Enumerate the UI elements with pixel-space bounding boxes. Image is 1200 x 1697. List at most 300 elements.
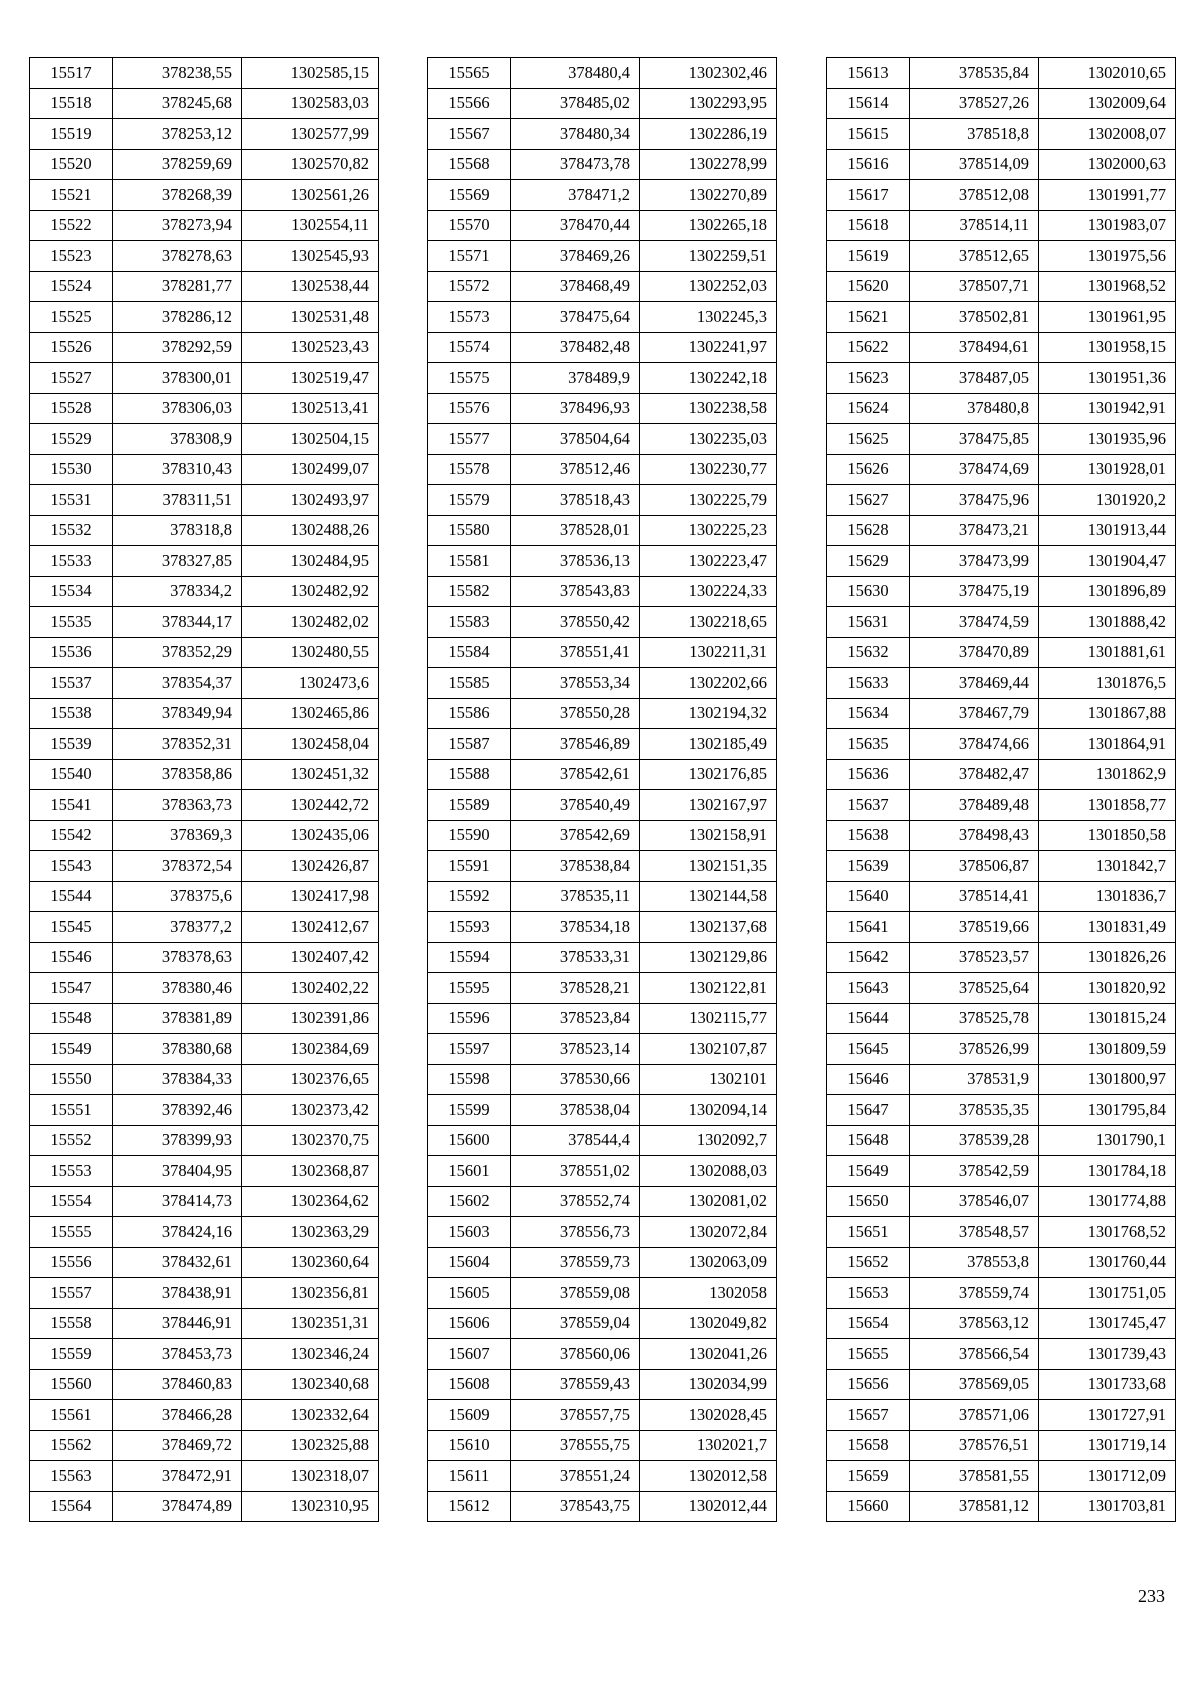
point-id-cell: 15558 bbox=[30, 1308, 113, 1339]
point-id-cell: 15602 bbox=[428, 1186, 511, 1217]
table-row bbox=[428, 1186, 777, 1217]
table-row bbox=[428, 759, 777, 790]
y-coordinate-cell: 1302218,65 bbox=[640, 607, 777, 638]
table-row bbox=[30, 1156, 379, 1187]
table-row bbox=[428, 1156, 777, 1187]
point-id-cell: 15647 bbox=[827, 1095, 910, 1126]
x-coordinate-cell: 378553,8 bbox=[910, 1247, 1039, 1278]
x-coordinate-cell: 378358,86 bbox=[113, 759, 242, 790]
x-coordinate-cell: 378286,12 bbox=[113, 302, 242, 333]
y-coordinate-cell: 1302129,86 bbox=[640, 942, 777, 973]
table-row bbox=[827, 1430, 1176, 1461]
table-row bbox=[428, 1095, 777, 1126]
x-coordinate-cell: 378559,08 bbox=[511, 1278, 640, 1309]
y-coordinate-cell: 1302531,48 bbox=[242, 302, 379, 333]
y-coordinate-cell: 1302310,95 bbox=[242, 1491, 379, 1522]
point-id-cell: 15644 bbox=[827, 1003, 910, 1034]
point-id-cell: 15517 bbox=[30, 58, 113, 89]
point-id-cell: 15535 bbox=[30, 607, 113, 638]
x-coordinate-cell: 378384,33 bbox=[113, 1064, 242, 1095]
x-coordinate-cell: 378475,64 bbox=[511, 302, 640, 333]
y-coordinate-cell: 1302202,66 bbox=[640, 668, 777, 699]
x-coordinate-cell: 378253,12 bbox=[113, 119, 242, 150]
y-coordinate-cell: 1302488,26 bbox=[242, 515, 379, 546]
x-coordinate-cell: 378581,55 bbox=[910, 1461, 1039, 1492]
table-row bbox=[428, 637, 777, 668]
y-coordinate-cell: 1301712,09 bbox=[1039, 1461, 1176, 1492]
x-coordinate-cell: 378432,61 bbox=[113, 1247, 242, 1278]
table-row bbox=[428, 1034, 777, 1065]
point-id-cell: 15634 bbox=[827, 698, 910, 729]
x-coordinate-cell: 378523,84 bbox=[511, 1003, 640, 1034]
point-id-cell: 15572 bbox=[428, 271, 511, 302]
y-coordinate-cell: 1301991,77 bbox=[1039, 180, 1176, 211]
point-id-cell: 15659 bbox=[827, 1461, 910, 1492]
x-coordinate-cell: 378551,02 bbox=[511, 1156, 640, 1187]
y-coordinate-cell: 1302063,09 bbox=[640, 1247, 777, 1278]
x-coordinate-cell: 378560,06 bbox=[511, 1339, 640, 1370]
y-coordinate-cell: 1302144,58 bbox=[640, 881, 777, 912]
y-coordinate-cell: 1302402,22 bbox=[242, 973, 379, 1004]
x-coordinate-cell: 378528,01 bbox=[511, 515, 640, 546]
y-coordinate-cell: 1302072,84 bbox=[640, 1217, 777, 1248]
point-id-cell: 15621 bbox=[827, 302, 910, 333]
y-coordinate-cell: 1301904,47 bbox=[1039, 546, 1176, 577]
table-row bbox=[827, 637, 1176, 668]
y-coordinate-cell: 1301858,77 bbox=[1039, 790, 1176, 821]
point-id-cell: 15651 bbox=[827, 1217, 910, 1248]
point-id-cell: 15649 bbox=[827, 1156, 910, 1187]
x-coordinate-cell: 378543,83 bbox=[511, 576, 640, 607]
point-id-cell: 15615 bbox=[827, 119, 910, 150]
table-row bbox=[827, 271, 1176, 302]
x-coordinate-cell: 378363,73 bbox=[113, 790, 242, 821]
y-coordinate-cell: 1302482,02 bbox=[242, 607, 379, 638]
table-row bbox=[428, 1125, 777, 1156]
table-row bbox=[30, 1278, 379, 1309]
table-row bbox=[827, 576, 1176, 607]
table-row bbox=[827, 393, 1176, 424]
y-coordinate-cell: 1302435,06 bbox=[242, 820, 379, 851]
table-row bbox=[30, 485, 379, 516]
y-coordinate-cell: 1302368,87 bbox=[242, 1156, 379, 1187]
table-row bbox=[428, 912, 777, 943]
point-id-cell: 15590 bbox=[428, 820, 511, 851]
x-coordinate-cell: 378268,39 bbox=[113, 180, 242, 211]
point-id-cell: 15611 bbox=[428, 1461, 511, 1492]
point-id-cell: 15645 bbox=[827, 1034, 910, 1065]
table-row bbox=[30, 881, 379, 912]
y-coordinate-cell: 1301867,88 bbox=[1039, 698, 1176, 729]
x-coordinate-cell: 378523,57 bbox=[910, 942, 1039, 973]
table-row bbox=[428, 576, 777, 607]
table-row bbox=[30, 241, 379, 272]
point-id-cell: 15641 bbox=[827, 912, 910, 943]
x-coordinate-cell: 378559,04 bbox=[511, 1308, 640, 1339]
x-coordinate-cell: 378375,6 bbox=[113, 881, 242, 912]
table-row bbox=[30, 1308, 379, 1339]
y-coordinate-cell: 1302523,43 bbox=[242, 332, 379, 363]
x-coordinate-cell: 378553,34 bbox=[511, 668, 640, 699]
x-coordinate-cell: 378281,77 bbox=[113, 271, 242, 302]
x-coordinate-cell: 378528,21 bbox=[511, 973, 640, 1004]
table-row bbox=[827, 698, 1176, 729]
y-coordinate-cell: 1302224,33 bbox=[640, 576, 777, 607]
x-coordinate-cell: 378482,47 bbox=[910, 759, 1039, 790]
point-id-cell: 15652 bbox=[827, 1247, 910, 1278]
y-coordinate-cell: 1302538,44 bbox=[242, 271, 379, 302]
y-coordinate-cell: 1302407,42 bbox=[242, 942, 379, 973]
x-coordinate-cell: 378538,84 bbox=[511, 851, 640, 882]
point-id-cell: 15601 bbox=[428, 1156, 511, 1187]
y-coordinate-cell: 1301745,47 bbox=[1039, 1308, 1176, 1339]
point-id-cell: 15543 bbox=[30, 851, 113, 882]
y-coordinate-cell: 1302265,18 bbox=[640, 210, 777, 241]
table-row bbox=[30, 332, 379, 363]
point-id-cell: 15619 bbox=[827, 241, 910, 272]
point-id-cell: 15553 bbox=[30, 1156, 113, 1187]
y-coordinate-cell: 1302325,88 bbox=[242, 1430, 379, 1461]
point-id-cell: 15640 bbox=[827, 881, 910, 912]
x-coordinate-cell: 378480,4 bbox=[511, 58, 640, 89]
x-coordinate-cell: 378259,69 bbox=[113, 149, 242, 180]
table-row bbox=[827, 942, 1176, 973]
y-coordinate-cell: 1302302,46 bbox=[640, 58, 777, 89]
y-coordinate-cell: 1302376,65 bbox=[242, 1064, 379, 1095]
y-coordinate-cell: 1301862,9 bbox=[1039, 759, 1176, 790]
y-coordinate-cell: 1301727,91 bbox=[1039, 1400, 1176, 1431]
y-coordinate-cell: 1302238,58 bbox=[640, 393, 777, 424]
point-id-cell: 15560 bbox=[30, 1369, 113, 1400]
y-coordinate-cell: 1301795,84 bbox=[1039, 1095, 1176, 1126]
y-coordinate-cell: 1302493,97 bbox=[242, 485, 379, 516]
point-id-cell: 15609 bbox=[428, 1400, 511, 1431]
table-row bbox=[30, 1095, 379, 1126]
table-row bbox=[428, 1339, 777, 1370]
y-coordinate-cell: 1302570,82 bbox=[242, 149, 379, 180]
y-coordinate-cell: 1301876,5 bbox=[1039, 668, 1176, 699]
x-coordinate-cell: 378485,02 bbox=[511, 88, 640, 119]
point-id-cell: 15555 bbox=[30, 1217, 113, 1248]
point-id-cell: 15578 bbox=[428, 454, 511, 485]
point-id-cell: 15550 bbox=[30, 1064, 113, 1095]
x-coordinate-cell: 378273,94 bbox=[113, 210, 242, 241]
y-coordinate-cell: 1302451,32 bbox=[242, 759, 379, 790]
y-coordinate-cell: 1302058 bbox=[640, 1278, 777, 1309]
x-coordinate-cell: 378404,95 bbox=[113, 1156, 242, 1187]
table-row bbox=[827, 241, 1176, 272]
point-id-cell: 15552 bbox=[30, 1125, 113, 1156]
table-row bbox=[30, 302, 379, 333]
table-row bbox=[428, 1400, 777, 1431]
table-row bbox=[30, 271, 379, 302]
point-id-cell: 15599 bbox=[428, 1095, 511, 1126]
table-row bbox=[30, 1247, 379, 1278]
y-coordinate-cell: 1302241,97 bbox=[640, 332, 777, 363]
x-coordinate-cell: 378563,12 bbox=[910, 1308, 1039, 1339]
x-coordinate-cell: 378569,05 bbox=[910, 1369, 1039, 1400]
point-id-cell: 15633 bbox=[827, 668, 910, 699]
coordinates-table-2 bbox=[427, 57, 777, 1522]
y-coordinate-cell: 1302504,15 bbox=[242, 424, 379, 455]
y-coordinate-cell: 1302577,99 bbox=[242, 119, 379, 150]
x-coordinate-cell: 378559,74 bbox=[910, 1278, 1039, 1309]
y-coordinate-cell: 1302370,75 bbox=[242, 1125, 379, 1156]
x-coordinate-cell: 378489,9 bbox=[511, 363, 640, 394]
table-row bbox=[30, 180, 379, 211]
x-coordinate-cell: 378543,75 bbox=[511, 1491, 640, 1522]
x-coordinate-cell: 378306,03 bbox=[113, 393, 242, 424]
y-coordinate-cell: 1302318,07 bbox=[242, 1461, 379, 1492]
x-coordinate-cell: 378487,05 bbox=[910, 363, 1039, 394]
x-coordinate-cell: 378460,83 bbox=[113, 1369, 242, 1400]
y-coordinate-cell: 1302519,47 bbox=[242, 363, 379, 394]
point-id-cell: 15580 bbox=[428, 515, 511, 546]
y-coordinate-cell: 1302484,95 bbox=[242, 546, 379, 577]
x-coordinate-cell: 378531,9 bbox=[910, 1064, 1039, 1095]
x-coordinate-cell: 378546,07 bbox=[910, 1186, 1039, 1217]
table-row bbox=[30, 790, 379, 821]
table-row bbox=[827, 759, 1176, 790]
y-coordinate-cell: 1302034,99 bbox=[640, 1369, 777, 1400]
point-id-cell: 15559 bbox=[30, 1339, 113, 1370]
table-row bbox=[827, 1247, 1176, 1278]
table-row bbox=[30, 1186, 379, 1217]
y-coordinate-cell: 1302293,95 bbox=[640, 88, 777, 119]
table-row bbox=[428, 149, 777, 180]
table-row bbox=[827, 58, 1176, 89]
y-coordinate-cell: 1302426,87 bbox=[242, 851, 379, 882]
point-id-cell: 15598 bbox=[428, 1064, 511, 1095]
table-row bbox=[30, 149, 379, 180]
point-id-cell: 15571 bbox=[428, 241, 511, 272]
x-coordinate-cell: 378542,61 bbox=[511, 759, 640, 790]
point-id-cell: 15534 bbox=[30, 576, 113, 607]
y-coordinate-cell: 1302278,99 bbox=[640, 149, 777, 180]
x-coordinate-cell: 378469,26 bbox=[511, 241, 640, 272]
x-coordinate-cell: 378552,74 bbox=[511, 1186, 640, 1217]
y-coordinate-cell: 1302259,51 bbox=[640, 241, 777, 272]
y-coordinate-cell: 1302442,72 bbox=[242, 790, 379, 821]
point-id-cell: 15607 bbox=[428, 1339, 511, 1370]
point-id-cell: 15521 bbox=[30, 180, 113, 211]
point-id-cell: 15583 bbox=[428, 607, 511, 638]
y-coordinate-cell: 1301790,1 bbox=[1039, 1125, 1176, 1156]
table-row bbox=[428, 1247, 777, 1278]
y-coordinate-cell: 1301935,96 bbox=[1039, 424, 1176, 455]
point-id-cell: 15563 bbox=[30, 1461, 113, 1492]
table-row bbox=[827, 485, 1176, 516]
y-coordinate-cell: 1302021,7 bbox=[640, 1430, 777, 1461]
point-id-cell: 15522 bbox=[30, 210, 113, 241]
table-row bbox=[428, 1003, 777, 1034]
coordinates-table-3 bbox=[826, 57, 1176, 1522]
point-id-cell: 15539 bbox=[30, 729, 113, 760]
table-row bbox=[30, 119, 379, 150]
x-coordinate-cell: 378534,18 bbox=[511, 912, 640, 943]
y-coordinate-cell: 1302480,55 bbox=[242, 637, 379, 668]
point-id-cell: 15603 bbox=[428, 1217, 511, 1248]
x-coordinate-cell: 378535,84 bbox=[910, 58, 1039, 89]
x-coordinate-cell: 378557,75 bbox=[511, 1400, 640, 1431]
point-id-cell: 15527 bbox=[30, 363, 113, 394]
y-coordinate-cell: 1301888,42 bbox=[1039, 607, 1176, 638]
y-coordinate-cell: 1301739,43 bbox=[1039, 1339, 1176, 1370]
y-coordinate-cell: 1301760,44 bbox=[1039, 1247, 1176, 1278]
y-coordinate-cell: 1301733,68 bbox=[1039, 1369, 1176, 1400]
table-row bbox=[827, 332, 1176, 363]
x-coordinate-cell: 378424,16 bbox=[113, 1217, 242, 1248]
point-id-cell: 15523 bbox=[30, 241, 113, 272]
table-row bbox=[428, 729, 777, 760]
x-coordinate-cell: 378438,91 bbox=[113, 1278, 242, 1309]
point-id-cell: 15632 bbox=[827, 637, 910, 668]
table-row bbox=[428, 1064, 777, 1095]
y-coordinate-cell: 1301920,2 bbox=[1039, 485, 1176, 516]
point-id-cell: 15604 bbox=[428, 1247, 511, 1278]
x-coordinate-cell: 378308,9 bbox=[113, 424, 242, 455]
table-row bbox=[827, 973, 1176, 1004]
point-id-cell: 15614 bbox=[827, 88, 910, 119]
table-row bbox=[30, 759, 379, 790]
point-id-cell: 15564 bbox=[30, 1491, 113, 1522]
table-row bbox=[30, 1461, 379, 1492]
x-coordinate-cell: 378334,2 bbox=[113, 576, 242, 607]
table-row bbox=[428, 210, 777, 241]
table-row bbox=[30, 88, 379, 119]
y-coordinate-cell: 1302391,86 bbox=[242, 1003, 379, 1034]
point-id-cell: 15582 bbox=[428, 576, 511, 607]
y-coordinate-cell: 1302364,62 bbox=[242, 1186, 379, 1217]
y-coordinate-cell: 1302185,49 bbox=[640, 729, 777, 760]
table-row bbox=[30, 210, 379, 241]
table-row bbox=[827, 454, 1176, 485]
y-coordinate-cell: 1302332,64 bbox=[242, 1400, 379, 1431]
x-coordinate-cell: 378514,41 bbox=[910, 881, 1039, 912]
x-coordinate-cell: 378512,46 bbox=[511, 454, 640, 485]
point-id-cell: 15589 bbox=[428, 790, 511, 821]
y-coordinate-cell: 1302412,67 bbox=[242, 912, 379, 943]
point-id-cell: 15524 bbox=[30, 271, 113, 302]
table-row bbox=[827, 881, 1176, 912]
y-coordinate-cell: 1302158,91 bbox=[640, 820, 777, 851]
point-id-cell: 15557 bbox=[30, 1278, 113, 1309]
coordinates-table-1 bbox=[29, 57, 379, 1522]
table-row bbox=[428, 973, 777, 1004]
point-id-cell: 15532 bbox=[30, 515, 113, 546]
point-id-cell: 15592 bbox=[428, 881, 511, 912]
y-coordinate-cell: 1302225,23 bbox=[640, 515, 777, 546]
y-coordinate-cell: 1301820,92 bbox=[1039, 973, 1176, 1004]
x-coordinate-cell: 378514,11 bbox=[910, 210, 1039, 241]
x-coordinate-cell: 378559,43 bbox=[511, 1369, 640, 1400]
x-coordinate-cell: 378245,68 bbox=[113, 88, 242, 119]
point-id-cell: 15654 bbox=[827, 1308, 910, 1339]
point-id-cell: 15620 bbox=[827, 271, 910, 302]
point-id-cell: 15653 bbox=[827, 1278, 910, 1309]
x-coordinate-cell: 378480,8 bbox=[910, 393, 1039, 424]
table-row bbox=[827, 1461, 1176, 1492]
x-coordinate-cell: 378474,69 bbox=[910, 454, 1039, 485]
table-row bbox=[30, 576, 379, 607]
y-coordinate-cell: 1302360,64 bbox=[242, 1247, 379, 1278]
point-id-cell: 15628 bbox=[827, 515, 910, 546]
point-id-cell: 15610 bbox=[428, 1430, 511, 1461]
y-coordinate-cell: 1302513,41 bbox=[242, 393, 379, 424]
point-id-cell: 15528 bbox=[30, 393, 113, 424]
point-id-cell: 15618 bbox=[827, 210, 910, 241]
table-row bbox=[30, 851, 379, 882]
x-coordinate-cell: 378352,29 bbox=[113, 637, 242, 668]
table-row bbox=[827, 1369, 1176, 1400]
table-row bbox=[30, 1003, 379, 1034]
y-coordinate-cell: 1302176,85 bbox=[640, 759, 777, 790]
table-row bbox=[30, 668, 379, 699]
table-row bbox=[428, 88, 777, 119]
point-id-cell: 15569 bbox=[428, 180, 511, 211]
table-row bbox=[827, 1064, 1176, 1095]
table-row bbox=[428, 180, 777, 211]
y-coordinate-cell: 1302000,63 bbox=[1039, 149, 1176, 180]
y-coordinate-cell: 1301815,24 bbox=[1039, 1003, 1176, 1034]
x-coordinate-cell: 378576,51 bbox=[910, 1430, 1039, 1461]
x-coordinate-cell: 378566,54 bbox=[910, 1339, 1039, 1370]
point-id-cell: 15566 bbox=[428, 88, 511, 119]
point-id-cell: 15626 bbox=[827, 454, 910, 485]
x-coordinate-cell: 378475,85 bbox=[910, 424, 1039, 455]
point-id-cell: 15629 bbox=[827, 546, 910, 577]
x-coordinate-cell: 378512,65 bbox=[910, 241, 1039, 272]
y-coordinate-cell: 1302137,68 bbox=[640, 912, 777, 943]
page-number: 233 bbox=[1138, 1586, 1165, 1606]
table-row bbox=[30, 637, 379, 668]
point-id-cell: 15570 bbox=[428, 210, 511, 241]
table-row bbox=[827, 1308, 1176, 1339]
point-id-cell: 15630 bbox=[827, 576, 910, 607]
point-id-cell: 15631 bbox=[827, 607, 910, 638]
table-row bbox=[428, 454, 777, 485]
y-coordinate-cell: 1301951,36 bbox=[1039, 363, 1176, 394]
x-coordinate-cell: 378470,44 bbox=[511, 210, 640, 241]
x-coordinate-cell: 378469,44 bbox=[910, 668, 1039, 699]
y-coordinate-cell: 1301850,58 bbox=[1039, 820, 1176, 851]
table-row bbox=[428, 485, 777, 516]
y-coordinate-cell: 1302458,04 bbox=[242, 729, 379, 760]
x-coordinate-cell: 378392,46 bbox=[113, 1095, 242, 1126]
table-row bbox=[827, 1034, 1176, 1065]
y-coordinate-cell: 1301831,49 bbox=[1039, 912, 1176, 943]
point-id-cell: 15561 bbox=[30, 1400, 113, 1431]
table-row bbox=[428, 607, 777, 638]
point-id-cell: 15623 bbox=[827, 363, 910, 394]
point-id-cell: 15655 bbox=[827, 1339, 910, 1370]
point-id-cell: 15593 bbox=[428, 912, 511, 943]
x-coordinate-cell: 378327,85 bbox=[113, 546, 242, 577]
y-coordinate-cell: 1301784,18 bbox=[1039, 1156, 1176, 1187]
point-id-cell: 15518 bbox=[30, 88, 113, 119]
point-id-cell: 15581 bbox=[428, 546, 511, 577]
x-coordinate-cell: 378489,48 bbox=[910, 790, 1039, 821]
point-id-cell: 15529 bbox=[30, 424, 113, 455]
table-row bbox=[428, 1461, 777, 1492]
table-row bbox=[827, 1278, 1176, 1309]
y-coordinate-cell: 1302585,15 bbox=[242, 58, 379, 89]
x-coordinate-cell: 378344,17 bbox=[113, 607, 242, 638]
y-coordinate-cell: 1302417,98 bbox=[242, 881, 379, 912]
y-coordinate-cell: 1301719,14 bbox=[1039, 1430, 1176, 1461]
x-coordinate-cell: 378530,66 bbox=[511, 1064, 640, 1095]
x-coordinate-cell: 378494,61 bbox=[910, 332, 1039, 363]
